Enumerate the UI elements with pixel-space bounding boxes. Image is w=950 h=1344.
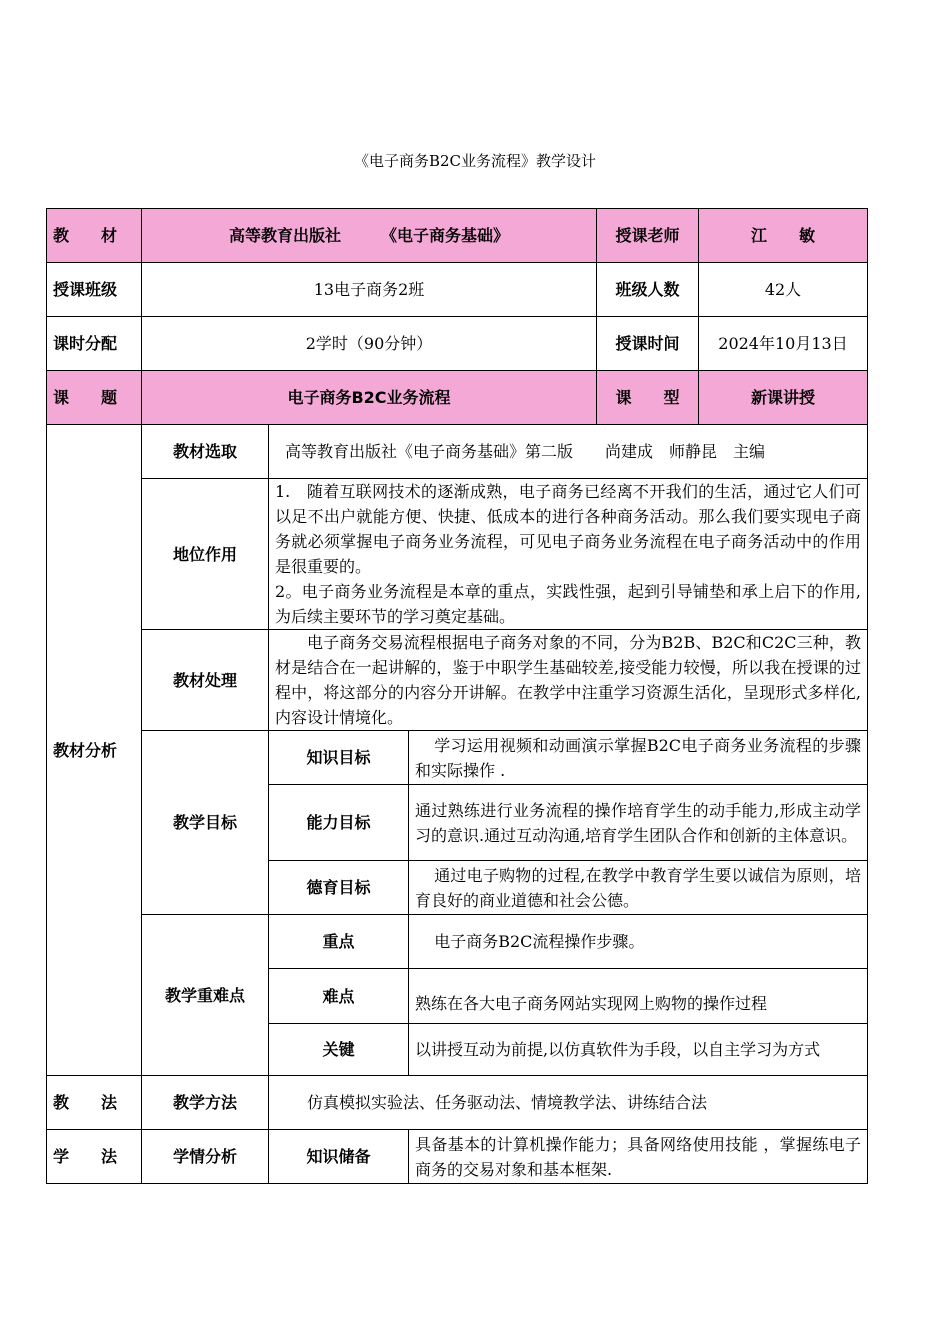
moral-goal-value: 通过电子购物的过程,在教学中教育学生要以诚信为原则，培育良好的商业道德和社会公德。: [415, 865, 861, 910]
difficult-point-label: 难点: [269, 969, 409, 1024]
class-label: 授课班级: [47, 263, 142, 317]
knowledge-goal-value: 学习运用视频和动画演示掌握B2C电子商务业务流程的步骤和实际操作 .: [415, 735, 861, 780]
role-paragraph-2: 2。电子商务业务流程是本章的重点，实践性强，起到引导铺垫和承上启下的作用,为后续主要环节的学习奠定基础。: [275, 582, 861, 626]
analysis-section-label: 教材分析: [47, 425, 142, 1076]
hours-row: [47, 317, 868, 371]
teach-method-label: 教学方法: [142, 1076, 269, 1130]
hours-value: 2学时（90分钟）: [142, 317, 597, 371]
count-value: 42人: [699, 263, 868, 317]
crux-cell: [409, 1024, 868, 1076]
hours-label: 课时分配: [47, 317, 142, 371]
role-value: [269, 479, 868, 630]
handling-row: [47, 630, 868, 731]
difficult-point-cell: [409, 969, 868, 1024]
role-paragraph-1: 1. 随着互联网技术的逐渐成熟，电子商务已经离不开我们的生活，通过它人们可以足不出户就能方便、快捷、低成本的进行各种商务活动。那么我们要实现电子商务就必须掌握电子商务业务流程，可见电子商务业务流程在电子商务活动中的作用是很重要的。: [275, 482, 861, 576]
goals-label: 教学目标: [142, 731, 269, 915]
time-label: 授课时间: [597, 317, 699, 371]
knowledge-store-cell: [409, 1130, 868, 1184]
handling-cell: [269, 630, 868, 731]
document-title: 《电子商务B2C业务流程》教学设计: [353, 152, 597, 170]
type-value: 新课讲授: [699, 371, 868, 425]
topic-row: [47, 371, 868, 425]
knowledge-store-label: 知识储备: [269, 1130, 409, 1184]
teaching-method-row: [47, 1076, 868, 1130]
teacher-value: 江 敏: [699, 209, 868, 263]
textbook-label: 教 材: [47, 209, 142, 263]
learn-label: 学 法: [47, 1130, 142, 1184]
role-row: [47, 479, 868, 630]
key-point-row: [47, 915, 868, 969]
ability-goal-label: 能力目标: [269, 785, 409, 861]
moral-goal-label: 德育目标: [269, 861, 409, 915]
learning-method-row: [47, 1130, 868, 1184]
teach-label: 教 法: [47, 1076, 142, 1130]
role-label: 地位作用: [142, 479, 269, 630]
topic-label: 课 题: [47, 371, 142, 425]
textbook-row: [47, 209, 868, 263]
teacher-label: 授课老师: [597, 209, 699, 263]
crux-label: 关键: [269, 1024, 409, 1076]
learn-analysis-label: 学情分析: [142, 1130, 269, 1184]
difficult-point-value: 熟练在各大电子商务网站实现网上购物的操作过程: [415, 993, 768, 1013]
knowledge-goal-row: [47, 731, 868, 785]
class-value: 13电子商务2班: [142, 263, 597, 317]
key-point-cell: [409, 915, 868, 969]
teach-method-value: 仿真模拟实验法、任务驱动法、情境教学法、讲练结合法: [269, 1076, 868, 1130]
count-label: 班级人数: [597, 263, 699, 317]
lesson-plan-table: [46, 208, 868, 1184]
crux-value: 以讲授互动为前提,以仿真软件为手段，以自主学习为方式: [415, 1040, 821, 1059]
selection-value: 高等教育出版社《电子商务基础》第二版 尚建成 师静昆 主编: [269, 425, 868, 479]
ability-goal-value: 通过熟练进行业务流程的操作培育学生的动手能力,形成主动学习的意识.通过互动沟通,培育学生团队合作和创新的主体意识。: [415, 800, 861, 845]
handling-value: 电子商务交易流程根据电子商务对象的不同，分为B2B、B2C和C2C三种，教材是结合在一起讲解的，鉴于中职学生基础较差,接受能力较慢，所以我在授课的过程中，将这部分的内容分开讲解。在教学中注重学习资源生活化，呈现形式多样化,内容设计情境化。: [275, 633, 861, 727]
class-row: [47, 263, 868, 317]
time-value: 2024年10月13日: [699, 317, 868, 371]
knowledge-goal-label: 知识目标: [269, 731, 409, 785]
knowledge-store-value: 具备基本的计算机操作能力；具备网络使用技能 ，掌握练电子商务的交易对象和基本框架.: [415, 1134, 861, 1179]
type-label: 课 型: [597, 371, 699, 425]
selection-row: [47, 425, 868, 479]
key-point-label: 重点: [269, 915, 409, 969]
focus-label: 教学重难点: [142, 915, 269, 1076]
ability-goal-cell: [409, 785, 868, 861]
key-point-value: 电子商务B2C流程操作步骤。: [434, 932, 645, 951]
knowledge-goal-cell: [409, 731, 868, 785]
moral-goal-cell: [409, 861, 868, 915]
textbook-value: 高等教育出版社 《电子商务基础》: [142, 209, 597, 263]
handling-label: 教材处理: [142, 630, 269, 731]
topic-value: 电子商务B2C业务流程: [142, 371, 597, 425]
selection-label: 教材选取: [142, 425, 269, 479]
